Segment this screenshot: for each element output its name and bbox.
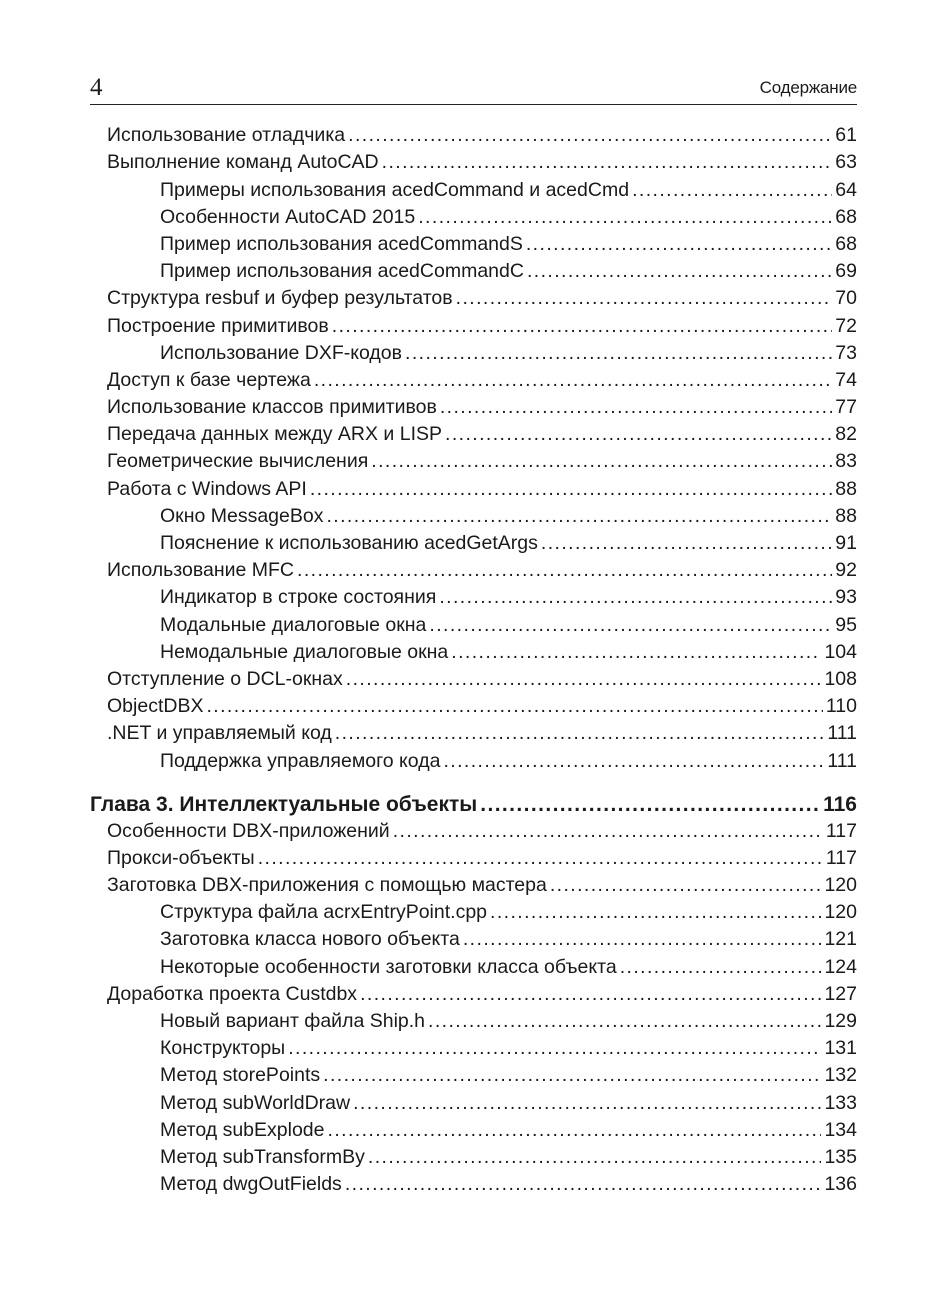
toc-entry <box>90 340 857 367</box>
toc-entry-page: 61 <box>835 124 857 147</box>
dot-leader <box>206 693 822 720</box>
dot-leader <box>490 899 821 926</box>
toc-entry-page: 110 <box>825 695 857 718</box>
toc-entry-page: 111 <box>827 722 857 745</box>
toc-entry <box>90 176 857 203</box>
toc-entry-page: 63 <box>835 151 857 174</box>
toc-entry-title: Метод subExplode <box>160 1118 325 1141</box>
running-title: Содержание <box>759 78 857 97</box>
dot-leader <box>310 476 832 503</box>
toc-entry <box>90 845 857 872</box>
toc-entry-page: 120 <box>824 874 857 897</box>
toc-entry-title: Пример использования acedCommandS <box>160 232 523 255</box>
toc-entry-title: Структура resbuf и буфер результатов <box>107 287 453 310</box>
toc-entry-title: Поддержка управляемого кода <box>160 749 441 772</box>
toc-entry-title: Некоторые особенности заготовки класса объекта <box>160 955 617 978</box>
toc-entry-title: Передача данных между ARX и LISP <box>107 423 443 446</box>
toc-entry-page: 64 <box>835 178 857 201</box>
toc-entry-title: Использование классов примитивов <box>107 396 437 419</box>
toc-entry-title: Доработка проекта Custdbx <box>107 982 358 1005</box>
toc-entry-page: 117 <box>825 846 857 869</box>
page-number: 4 <box>90 74 103 101</box>
toc-entry-page: 82 <box>835 423 857 446</box>
dot-leader <box>443 748 824 775</box>
toc-entry-page: 68 <box>835 232 857 255</box>
toc-entry-page: 132 <box>824 1064 857 1087</box>
dot-leader <box>328 1117 822 1144</box>
toc-entry-page: 134 <box>824 1118 857 1141</box>
toc-entry <box>90 666 857 693</box>
dot-leader <box>382 149 832 176</box>
dot-leader <box>314 367 832 394</box>
toc-entry-page: 133 <box>824 1091 857 1114</box>
dot-leader <box>332 313 832 340</box>
dot-leader <box>445 421 832 448</box>
toc-entry-page: 92 <box>835 559 857 582</box>
toc-entry <box>90 693 857 720</box>
dot-leader <box>428 1008 821 1035</box>
dot-leader <box>348 122 832 149</box>
dot-leader <box>297 557 832 584</box>
toc-entry-page: 83 <box>835 450 857 473</box>
toc-entry-page: 104 <box>824 640 857 663</box>
toc-entry-title: Особенности AutoCAD 2015 <box>160 205 416 228</box>
toc-entry-page: 121 <box>824 928 857 951</box>
toc-entry-title: Геометрические вычисления <box>107 450 369 473</box>
toc-entry-title: Работа с Windows API <box>107 477 307 500</box>
page-header <box>90 72 857 105</box>
dot-leader <box>258 845 823 872</box>
dot-leader <box>326 503 832 530</box>
toc-entry-title: Примеры использования acedCommand и acedCmd <box>160 178 630 201</box>
toc-entry-title: Заготовка DBX-приложения с помощью мастера <box>107 874 547 897</box>
dot-leader <box>353 1090 821 1117</box>
toc-entry <box>90 981 857 1008</box>
toc-entry <box>90 530 857 557</box>
toc-entry <box>90 584 857 611</box>
toc-entry-page: 116 <box>823 792 857 816</box>
toc-entry-title: Прокси-объекты <box>107 846 255 869</box>
dot-leader <box>393 818 823 845</box>
toc-entry-title: Особенности DBX-приложений <box>107 819 390 842</box>
toc-entry-title: Доступ к базе чертежа <box>107 368 311 391</box>
toc-entry-title: Метод subWorldDraw <box>160 1091 351 1114</box>
toc-entry-title: Конструкторы <box>160 1037 286 1060</box>
toc-entry <box>90 926 857 953</box>
toc-entry-title: Пояснение к использованию acedGetArgs <box>160 532 538 554</box>
toc-entry <box>90 1144 857 1171</box>
toc-entry <box>90 231 857 258</box>
dot-leader <box>439 584 832 611</box>
toc-entry-title: Построение примитивов <box>107 314 329 337</box>
toc-entry-page: 120 <box>824 901 857 924</box>
toc-entry-page: 93 <box>835 586 857 609</box>
dot-leader <box>418 204 832 231</box>
toc-entry-page: 108 <box>824 667 857 690</box>
dot-leader <box>480 791 820 818</box>
toc-entry <box>90 285 857 312</box>
toc-entry-title: Использование DXF-кодов <box>160 341 402 364</box>
toc-entry-title: Метод subTransformBy <box>160 1145 365 1168</box>
toc-entry <box>90 394 857 421</box>
toc-entry <box>90 1035 857 1062</box>
dot-leader <box>451 639 821 666</box>
dot-leader <box>288 1035 821 1062</box>
toc-entry-page: 111 <box>827 749 857 772</box>
toc-entry <box>90 720 857 747</box>
toc-entry <box>90 122 857 149</box>
toc-entry <box>90 899 857 926</box>
toc-entry-page: 91 <box>835 532 857 554</box>
toc-entry-title: Немодальные диалоговые окна <box>160 640 449 663</box>
toc-entry <box>90 421 857 448</box>
toc-entry <box>90 747 857 774</box>
toc-entry-page: 127 <box>824 982 857 1005</box>
toc-entry-title: Отступление о DCL-окнах <box>107 667 343 690</box>
toc-entry-title: .NET и управляемый код <box>107 722 332 745</box>
toc-entry <box>90 1089 857 1116</box>
toc-entry <box>90 149 857 176</box>
dot-leader <box>526 231 832 258</box>
toc-entry-title: Использование отладчика <box>107 124 346 147</box>
toc-entry-title: ObjectDBX <box>107 695 204 718</box>
toc-entry <box>90 953 857 980</box>
toc-entry-title: Окно MessageBox <box>160 504 324 527</box>
toc-entry-page: 131 <box>824 1037 857 1060</box>
toc-entry-title: Структура файла acrxEntryPoint.cpp <box>160 901 488 924</box>
dot-leader <box>323 1062 821 1089</box>
toc-chapter-entry <box>90 775 857 818</box>
table-of-contents <box>90 122 857 1198</box>
toc-entry <box>90 448 857 475</box>
dot-leader <box>346 666 822 693</box>
toc-entry <box>90 475 857 502</box>
toc-entry <box>90 204 857 231</box>
toc-entry <box>90 1117 857 1144</box>
toc-entry-title: Заготовка класса нового объекта <box>160 928 460 951</box>
dot-leader <box>541 530 832 557</box>
dot-leader <box>456 285 832 312</box>
toc-entry-page: 88 <box>835 477 857 500</box>
dot-leader <box>405 340 832 367</box>
dot-leader <box>429 612 832 639</box>
toc-entry-title: Глава 3. Интеллектуальные объекты <box>90 792 478 816</box>
toc-entry-title: Метод storePoints <box>160 1064 321 1087</box>
dot-leader <box>463 926 822 953</box>
toc-entry-title: Модальные диалоговые окна <box>160 613 427 636</box>
dot-leader <box>440 394 832 421</box>
toc-entry <box>90 258 857 285</box>
toc-entry-page: 70 <box>835 287 857 310</box>
toc-entry-title: Использование MFC <box>107 559 294 582</box>
toc-entry-title: Пример использования acedCommandC <box>160 260 524 283</box>
toc-entry <box>90 1062 857 1089</box>
toc-entry-page: 77 <box>835 396 857 419</box>
toc-entry-title: Выполнение команд AutoCAD <box>107 151 379 174</box>
toc-entry-page: 74 <box>835 368 857 391</box>
toc-entry-title: Индикатор в строке состояния <box>160 586 437 609</box>
toc-entry <box>90 639 857 666</box>
toc-entry-page: 88 <box>835 504 857 527</box>
toc-entry-page: 95 <box>835 613 857 636</box>
toc-entry <box>90 611 857 638</box>
toc-entry-page: 117 <box>825 819 857 842</box>
toc-entry-title: Метод dwgOutFields <box>160 1173 342 1196</box>
toc-entry-page: 129 <box>824 1010 857 1032</box>
toc-entry-title: Новый вариант файла Ship.h <box>160 1010 426 1032</box>
toc-entry <box>90 818 857 845</box>
toc-entry-page: 136 <box>824 1173 857 1196</box>
dot-leader <box>527 258 832 285</box>
toc-entry <box>90 367 857 394</box>
dot-leader <box>550 872 822 899</box>
toc-entry <box>90 503 857 530</box>
dot-leader <box>371 448 832 475</box>
dot-leader <box>360 981 821 1008</box>
toc-entry <box>90 872 857 899</box>
dot-leader <box>345 1171 822 1198</box>
toc-entry-page: 72 <box>835 314 857 337</box>
toc-entry-page: 124 <box>824 955 857 978</box>
toc-entry <box>90 1008 857 1035</box>
toc-entry <box>90 1171 857 1198</box>
toc-entry <box>90 312 857 339</box>
dot-leader <box>335 720 825 747</box>
toc-entry-page: 69 <box>835 260 857 283</box>
toc-entry <box>90 557 857 584</box>
dot-leader <box>368 1144 822 1171</box>
toc-entry-page: 68 <box>835 205 857 228</box>
dot-leader <box>632 177 832 204</box>
dot-leader <box>620 954 822 981</box>
toc-entry-page: 135 <box>824 1145 857 1168</box>
toc-entry-page: 73 <box>835 341 857 364</box>
